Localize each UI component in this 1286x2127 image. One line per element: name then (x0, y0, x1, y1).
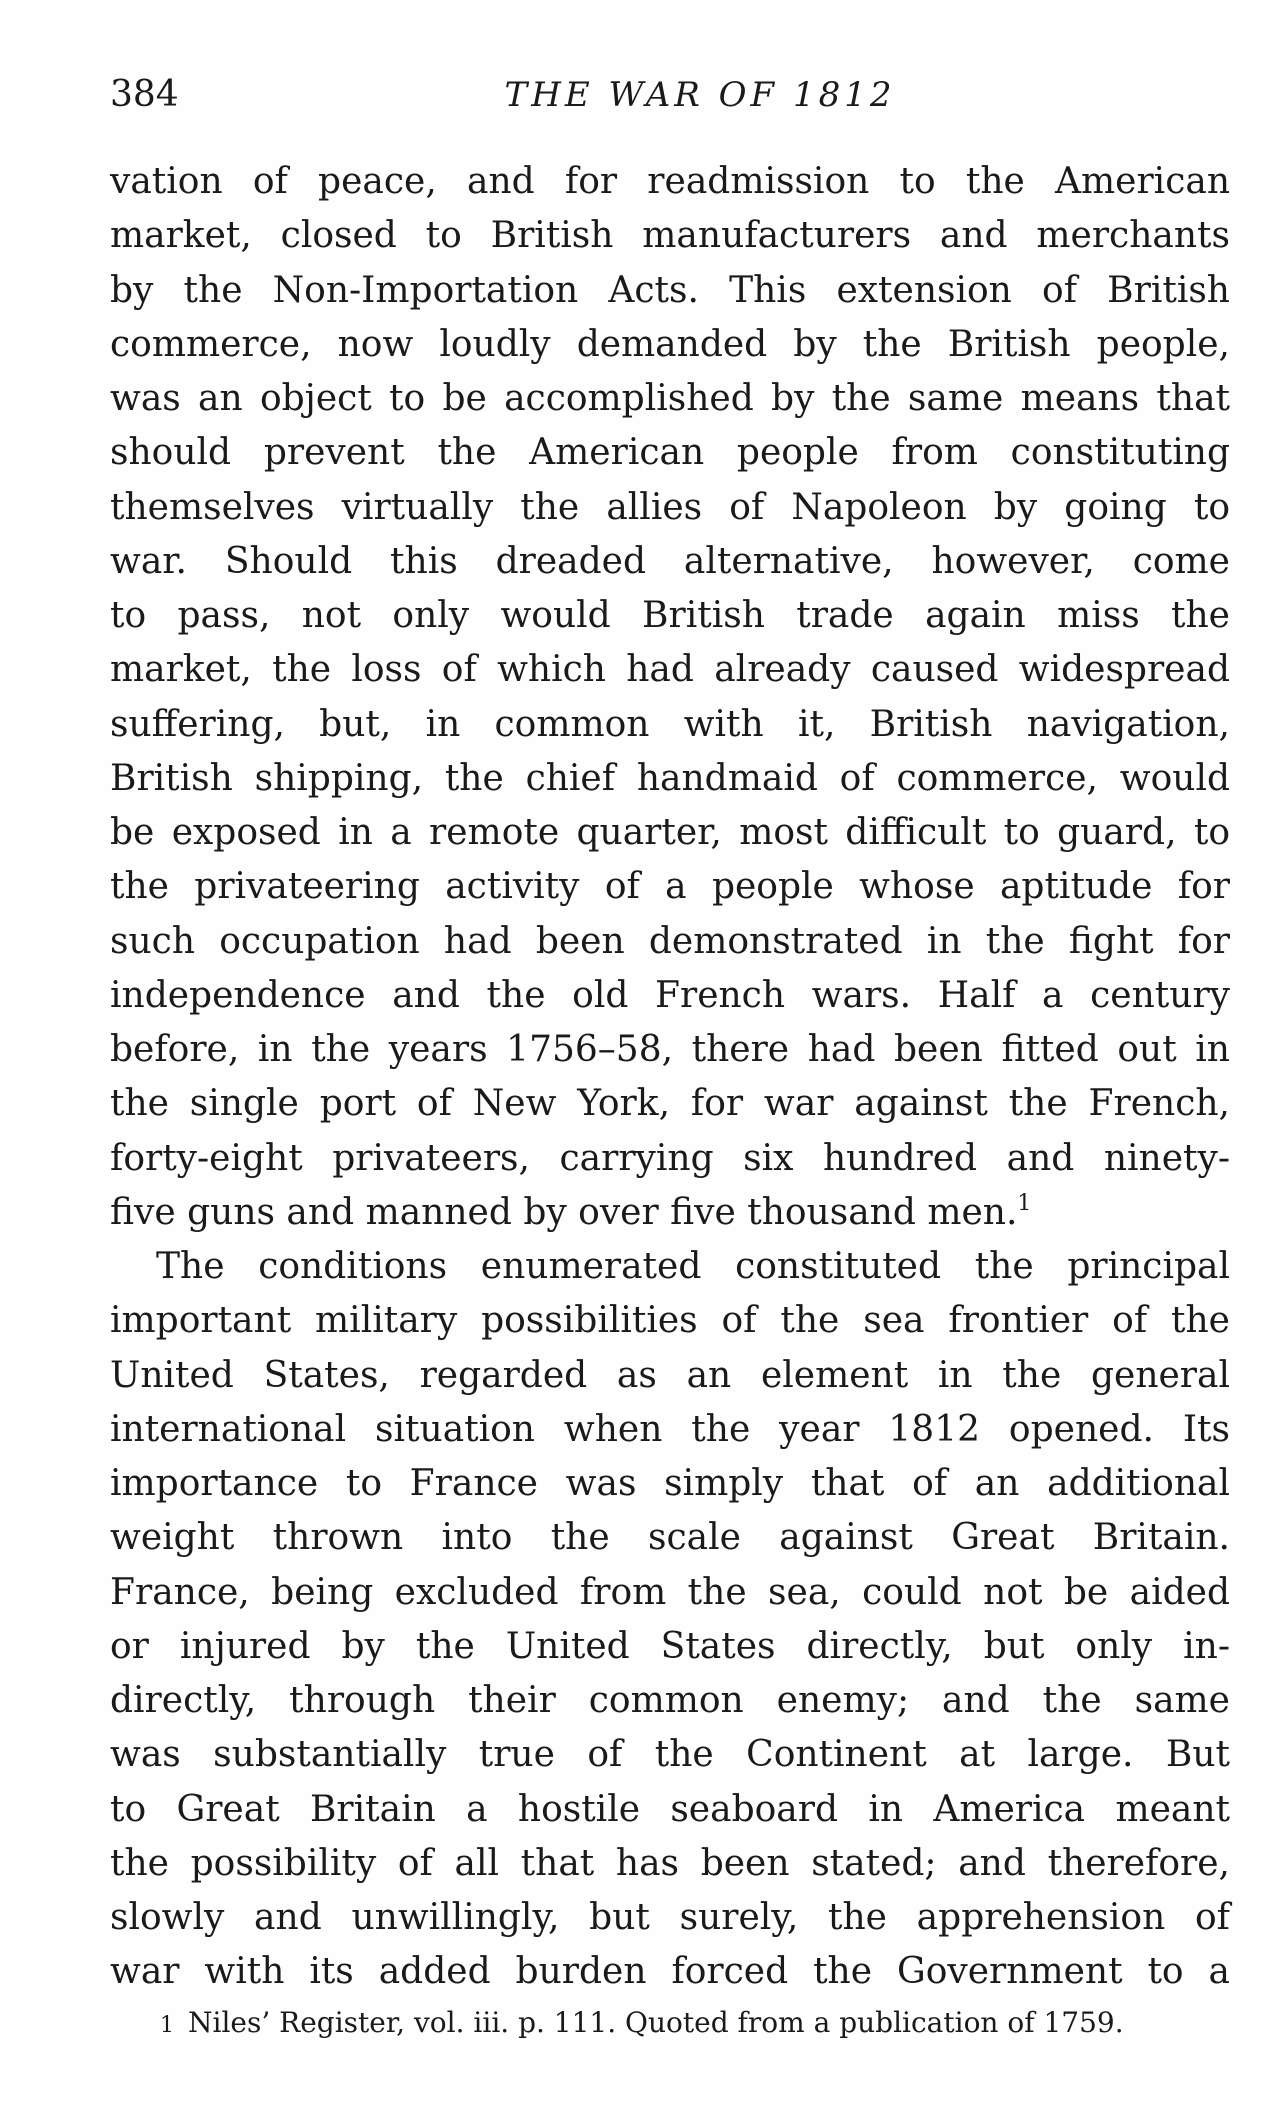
text-line: commerce, now loudly demanded by the British people, (110, 323, 1230, 365)
text-line: such occupation had been demonstrated in the fight for (110, 920, 1230, 962)
text-line: vation of peace, and for readmission to the American (110, 161, 1230, 202)
text-line: to pass, not only would British trade again miss the (110, 595, 1230, 636)
text-line: the single port of New York, for war against the French, (110, 1083, 1230, 1125)
body-text (110, 155, 1230, 2000)
text-line: weight thrown into the scale against Great Britain. (110, 1517, 1230, 1559)
text-line: forty-eight privateers, carrying six hundred and ninety- (110, 1137, 1230, 1179)
text-line-content: five guns and manned by over five thousand men. (110, 1191, 1018, 1233)
text-line: to Great Britain a hostile seaboard in America meant (110, 1788, 1230, 1830)
text-line: the privateering activity of a people whose aptitude for (110, 866, 1230, 908)
text-line: United States, regarded as an element in the general (110, 1354, 1230, 1396)
text-line: before, in the years 1756–58, there had been fitted out in (110, 1029, 1230, 1070)
running-title: THE WAR OF 1812 (504, 75, 896, 115)
text-line: was an object to be accomplished by the same means that (110, 378, 1230, 419)
text-line: France, being excluded from the sea, could not be aided (110, 1571, 1230, 1613)
text-line: international situation when the year 1812 opened. Its (110, 1408, 1230, 1450)
footnote-reference[interactable]: 1 (1017, 1190, 1032, 1216)
page-number: 384 (110, 74, 179, 115)
footnote-text: Niles’ Register, vol. iii. p. 111. Quoted from a publication of 1759. (188, 2006, 1124, 2039)
text-line: the possibility of all that has been stated; and therefore, (110, 1842, 1230, 1884)
text-line: should prevent the American people from constituting (110, 432, 1230, 474)
text-line (110, 1186, 1230, 1240)
text-line: market, the loss of which had already caused widespread (110, 649, 1230, 691)
text-line: importance to France was simply that of an additional (110, 1463, 1230, 1504)
running-head (110, 70, 1230, 120)
text-line: was substantially true of the Continent at large. But (110, 1734, 1230, 1776)
text-line: suffering, but, in common with it, British navigation, (110, 703, 1230, 745)
text-line: The conditions enumerated constituted the principal (156, 1246, 1230, 1287)
footnote-number: 1 (160, 2013, 174, 2038)
text-line: themselves virtually the allies of Napoleon by going to (110, 486, 1230, 528)
text-line: be exposed in a remote quarter, most difficult to guard, to (110, 812, 1230, 853)
text-line: directly, through their common enemy; and the same (110, 1680, 1230, 1721)
text-line: by the Non-Importation Acts. This extension of British (110, 269, 1230, 311)
text-line: market, closed to British manufacturers and merchants (110, 215, 1230, 257)
text-line: or injured by the United States directly, but only in- (110, 1625, 1230, 1667)
text-line: British shipping, the chief handmaid of commerce, would (110, 757, 1230, 799)
text-line: slowly and unwillingly, but surely, the apprehension of (110, 1897, 1230, 1938)
text-line: war with its added burden forced the Government to a (110, 1951, 1230, 1993)
text-line: independence and the old French wars. Half a century (110, 974, 1230, 1016)
text-line: important military possibilities of the sea frontier of the (110, 1300, 1230, 1342)
footnote (160, 2003, 1220, 2046)
text-line: war. Should this dreaded alternative, however, come (110, 540, 1230, 582)
